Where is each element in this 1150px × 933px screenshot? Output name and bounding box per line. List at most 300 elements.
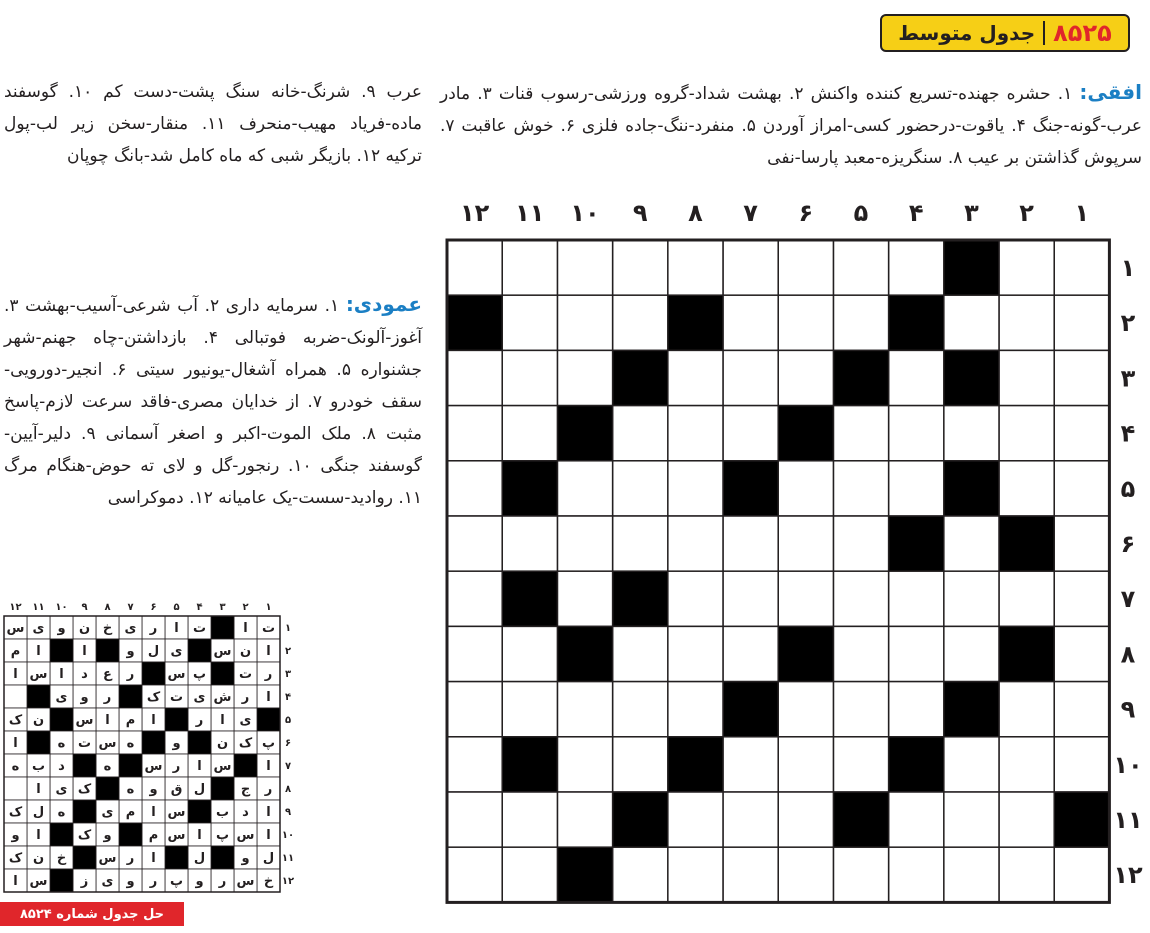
solution-letter: ک — [8, 851, 23, 866]
solution-cell-black — [211, 777, 234, 800]
grid-cell[interactable] — [889, 350, 944, 405]
solution-cell — [4, 685, 27, 708]
column-labels — [445, 193, 1145, 233]
solution-letter: ا — [266, 690, 271, 705]
grid-cell-black — [557, 626, 612, 681]
grid-cell[interactable] — [1054, 737, 1109, 792]
solution-letter: ل — [147, 644, 160, 659]
solution-cell-black — [73, 754, 96, 777]
grid-cell-black — [502, 737, 557, 792]
grid-cell[interactable] — [613, 682, 668, 737]
solution-letter: م — [125, 805, 136, 820]
grid-cell[interactable] — [502, 626, 557, 681]
grid-cell[interactable] — [502, 792, 557, 847]
solution-letter: ه — [103, 759, 112, 774]
grid-cell[interactable] — [668, 240, 723, 295]
solution-grid — [2, 598, 295, 904]
solution-letter: ر — [126, 667, 135, 682]
solution-letter: ر — [218, 874, 227, 889]
solution-row-label: ۴ — [284, 692, 292, 703]
grid-cell[interactable] — [833, 847, 888, 902]
grid-cell-black — [613, 350, 668, 405]
solution-row-label: ۱۰ — [281, 830, 295, 841]
grid-cell[interactable] — [557, 350, 612, 405]
solution-letter: م — [10, 644, 21, 659]
grid-cell[interactable] — [833, 295, 888, 350]
across-clues-text-part1: ۱. حشره جهنده-تسریع کننده واکنش ۲. بهشت شداد-گروه ورزشی-رسوب قنات ۳. مادر عرب-گونه-جنگ ۴. یاقوت-درحضور کسی-امراز آوردن ۵. منفرد-ننگ-جاده فلزی ۶. خوش عاقبت ۷. سرپوش گذاشتن بر عیب ۸. سنگریزه-معبد پارسا-نفی — [440, 84, 1142, 168]
solution-column-label: ۴ — [196, 602, 203, 613]
column-label: ۷ — [743, 199, 758, 227]
solution-letter: ش — [213, 690, 232, 705]
solution-letter: ا — [266, 759, 271, 774]
grid-cell[interactable] — [889, 406, 944, 461]
solution-letter: ن — [32, 851, 45, 866]
solution-letter: ی — [101, 805, 114, 820]
solution-letter: ب — [31, 759, 46, 774]
grid-cell[interactable] — [613, 461, 668, 516]
grid-cell[interactable] — [723, 406, 778, 461]
grid-cell[interactable] — [1054, 516, 1109, 571]
solution-letter: ه — [126, 782, 135, 797]
solution-cell-black — [27, 731, 50, 754]
grid-cell[interactable] — [723, 626, 778, 681]
grid-cell[interactable] — [557, 461, 612, 516]
solution-letter: ا — [36, 644, 41, 659]
grid-cell-black — [999, 626, 1054, 681]
grid-cell[interactable] — [447, 350, 502, 405]
puzzle-title-badge — [880, 14, 1130, 52]
grid-cell[interactable] — [1054, 240, 1109, 295]
across-clues-right — [440, 76, 1142, 174]
grid-cell[interactable] — [502, 240, 557, 295]
solution-letter: و — [57, 621, 66, 636]
grid-cell[interactable] — [447, 240, 502, 295]
grid-cell[interactable] — [668, 571, 723, 626]
solution-letter: ی — [55, 690, 68, 705]
row-label: ۹ — [1120, 695, 1136, 724]
row-label: ۸ — [1120, 640, 1136, 669]
solution-letter: و — [126, 874, 135, 889]
grid-cell[interactable] — [502, 847, 557, 902]
solution-letter: ه — [126, 736, 135, 751]
solution-row-label: ۳ — [284, 669, 292, 680]
grid-cell[interactable] — [668, 406, 723, 461]
solution-letter: ت — [261, 621, 276, 636]
solution-letter: ا — [266, 805, 271, 820]
grid-cell[interactable] — [1054, 295, 1109, 350]
grid-cell[interactable] — [1054, 406, 1109, 461]
solution-letter: ک — [77, 782, 92, 797]
solution-letter: ه — [11, 759, 20, 774]
grid-cell[interactable] — [502, 350, 557, 405]
grid-cell[interactable] — [889, 240, 944, 295]
solution-letter: ه — [57, 736, 66, 751]
column-label: ۵ — [853, 199, 869, 227]
solution-letter: ا — [243, 621, 248, 636]
grid-cell-black — [447, 295, 502, 350]
grid-cell[interactable] — [999, 571, 1054, 626]
grid-cell[interactable] — [668, 461, 723, 516]
down-heading: عمودی: — [345, 292, 423, 316]
grid-cell[interactable] — [944, 571, 999, 626]
solution-letter: ن — [239, 644, 252, 659]
solution-letter: و — [195, 874, 204, 889]
solution-cell — [4, 777, 27, 800]
solution-letter: ا — [82, 644, 87, 659]
solution-letter: ر — [264, 667, 273, 682]
grid-cell[interactable] — [1054, 350, 1109, 405]
solution-letter: ی — [101, 874, 114, 889]
solution-letter: ر — [103, 690, 112, 705]
solution-letter: و — [103, 828, 112, 843]
grid-cell[interactable] — [999, 792, 1054, 847]
grid-cell[interactable] — [944, 295, 999, 350]
column-label: ۴ — [908, 199, 924, 227]
solution-letter: س — [213, 759, 232, 774]
grid-cell[interactable] — [723, 847, 778, 902]
grid-cell[interactable] — [557, 571, 612, 626]
grid-cell[interactable] — [502, 406, 557, 461]
solution-cell-black — [119, 685, 142, 708]
grid-cell[interactable] — [613, 626, 668, 681]
grid-cell[interactable] — [999, 737, 1054, 792]
grid-cell-black — [502, 571, 557, 626]
solution-letter: د — [81, 667, 88, 682]
grid-cell[interactable] — [999, 406, 1054, 461]
down-clues-text: ۱. سرمایه داری ۲. آب شرعی-آسیب-بهشت ۳. آغوز-آلونک-ضربه فوتبالی ۴. بازداشتن-چاه جهنم-شهر جشنواره ۵. همراه آشغال-یونیور سیتی ۶. انجیر-دورویی-سقف خودرو ۷. از خدایان مصری-فاقد سرعت لازم-پاسخ مثبت ۸. ملک الموت-اکبر و اصغر آسمانی ۹. دلیر-آیین-گوسفند جنگی ۱۰. رنجور-گل و لای ته حوض-هنگام مرگ ۱۱. روادید-سست-یک عامیانه ۱۲. دموکراسی — [4, 296, 422, 508]
across-heading: افقی: — [1079, 80, 1142, 104]
solution-letter: ی — [55, 782, 68, 797]
grid-cell[interactable] — [723, 737, 778, 792]
grid-cell[interactable] — [723, 295, 778, 350]
grid-cell[interactable] — [778, 461, 833, 516]
grid-cell[interactable] — [557, 792, 612, 847]
grid-cell[interactable] — [613, 295, 668, 350]
grid-cell[interactable] — [447, 516, 502, 571]
grid-cell-black — [557, 406, 612, 461]
solution-letter: خ — [263, 874, 274, 889]
solution-row-label: ۱ — [284, 623, 292, 634]
grid-cell[interactable] — [889, 461, 944, 516]
grid-cell[interactable] — [889, 847, 944, 902]
solution-cell-black — [73, 846, 96, 869]
grid-cell-black — [668, 295, 723, 350]
solution-letter: ا — [174, 621, 179, 636]
solution-letter: ا — [197, 759, 202, 774]
grid-cell-black — [944, 682, 999, 737]
grid-cell[interactable] — [557, 737, 612, 792]
solution-letter: ا — [220, 713, 225, 728]
solution-cell-black — [165, 708, 188, 731]
solution-cell-black — [96, 639, 119, 662]
solution-letter: ک — [146, 690, 161, 705]
grid-cell[interactable] — [833, 240, 888, 295]
grid-cell[interactable] — [447, 847, 502, 902]
grid-cell[interactable] — [613, 240, 668, 295]
puzzle-number: ۸۵۲۵ — [1053, 19, 1112, 47]
grid-cell[interactable] — [502, 682, 557, 737]
grid-cell[interactable] — [944, 847, 999, 902]
grid-cell[interactable] — [833, 682, 888, 737]
solution-letter: ل — [193, 851, 206, 866]
solution-letter: و — [126, 644, 135, 659]
grid-cell-black — [778, 626, 833, 681]
solution-letter: س — [6, 621, 25, 636]
grid-cell[interactable] — [944, 626, 999, 681]
row-label: ۷ — [1120, 585, 1136, 614]
solution-letter: ر — [195, 713, 204, 728]
solution-letter: ت — [169, 690, 184, 705]
row-labels — [1106, 238, 1150, 908]
solution-column-label: ۷ — [127, 602, 134, 613]
grid-cell[interactable] — [557, 516, 612, 571]
grid-cell[interactable] — [668, 847, 723, 902]
grid-cell[interactable] — [1054, 571, 1109, 626]
grid-cell[interactable] — [447, 682, 502, 737]
grid-cell[interactable] — [944, 792, 999, 847]
column-label: ۹ — [632, 199, 648, 227]
previous-solution-area — [2, 598, 295, 904]
solution-column-label: ۹ — [81, 602, 88, 613]
across-clues-text-part2: عرب ۹. شرنگ-خانه سنگ پشت-دست کم ۱۰. گوسفند ماده-فریاد مهیب-منحرف ۱۱. منقار-سخن زیر لب-پول ترکیه ۱۲. بازیگر شبی که ماه کامل شد-بانگ چوپان — [4, 82, 423, 166]
grid-cell[interactable] — [502, 295, 557, 350]
solution-row-label: ۵ — [284, 715, 292, 726]
grid-cell-black — [723, 461, 778, 516]
solution-letter: ج — [240, 782, 251, 797]
row-label: ۱ — [1120, 254, 1136, 282]
grid-cell[interactable] — [833, 737, 888, 792]
solution-letter: پ — [192, 667, 207, 682]
grid-cell[interactable] — [668, 792, 723, 847]
solution-letter: ل — [193, 782, 206, 797]
solution-letter: ر — [126, 851, 135, 866]
grid-cell[interactable] — [447, 571, 502, 626]
grid-cell[interactable] — [778, 240, 833, 295]
grid-cell[interactable] — [778, 571, 833, 626]
grid-cell[interactable] — [999, 240, 1054, 295]
solution-letter: ب — [215, 805, 230, 820]
grid-cell[interactable] — [613, 516, 668, 571]
solution-row-label: ۲ — [284, 646, 292, 657]
solution-letter: ک — [77, 828, 92, 843]
grid-cell[interactable] — [723, 350, 778, 405]
solution-cell-black — [73, 800, 96, 823]
solution-letter: ا — [105, 713, 110, 728]
solution-cell-black — [234, 754, 257, 777]
grid-cell-black — [944, 240, 999, 295]
solution-letter: ا — [266, 828, 271, 843]
solution-letter: ن — [32, 713, 45, 728]
solution-letter: س — [236, 874, 255, 889]
solution-letter: ا — [36, 782, 41, 797]
grid-cell-black — [999, 516, 1054, 571]
row-label: ۲ — [1120, 309, 1136, 338]
grid-cell[interactable] — [833, 626, 888, 681]
grid-cell[interactable] — [557, 240, 612, 295]
solution-letter: ی — [239, 713, 252, 728]
solution-row-label: ۱۲ — [281, 876, 295, 887]
solution-letter: س — [167, 828, 186, 843]
solution-column-label: ۶ — [150, 602, 157, 613]
solution-letter: ک — [8, 713, 23, 728]
grid-cell[interactable] — [668, 350, 723, 405]
down-clues — [4, 288, 422, 514]
grid-cell[interactable] — [999, 682, 1054, 737]
grid-cell[interactable] — [833, 516, 888, 571]
solution-cell-black — [142, 731, 165, 754]
grid-cell[interactable] — [613, 406, 668, 461]
grid-cell[interactable] — [778, 737, 833, 792]
grid-cell[interactable] — [944, 516, 999, 571]
grid-cell[interactable] — [778, 847, 833, 902]
solution-cell-black — [257, 708, 280, 731]
row-label: ۳ — [1120, 364, 1136, 393]
grid-cell[interactable] — [944, 737, 999, 792]
solution-cell-black — [119, 823, 142, 846]
grid-cell[interactable] — [999, 847, 1054, 902]
solution-letter: ه — [57, 805, 66, 820]
solution-cell-black — [119, 754, 142, 777]
grid-cell[interactable] — [999, 295, 1054, 350]
grid-cell[interactable] — [778, 295, 833, 350]
grid-cell[interactable] — [557, 682, 612, 737]
grid-cell-black — [557, 847, 612, 902]
solution-letter: ک — [8, 805, 23, 820]
crossword-grid-area — [445, 238, 1145, 903]
grid-cell[interactable] — [833, 461, 888, 516]
solution-letter: ا — [151, 805, 156, 820]
grid-cell[interactable] — [889, 682, 944, 737]
grid-cell[interactable] — [999, 350, 1054, 405]
grid-cell[interactable] — [1054, 461, 1109, 516]
row-label: ۱۲ — [1113, 861, 1143, 890]
solution-column-label: ۵ — [173, 602, 180, 613]
solution-letter: م — [148, 828, 159, 843]
solution-cell-black — [165, 846, 188, 869]
grid-cell[interactable] — [668, 516, 723, 571]
grid-cell-black — [833, 792, 888, 847]
solution-letter: د — [58, 759, 65, 774]
grid-cell[interactable] — [723, 792, 778, 847]
grid-cell[interactable] — [889, 626, 944, 681]
column-label: ۱ — [1074, 199, 1090, 227]
solution-letter: ا — [197, 828, 202, 843]
solution-letter: و — [11, 828, 20, 843]
grid-cell[interactable] — [1054, 626, 1109, 681]
grid-cell-black — [668, 737, 723, 792]
grid-cell[interactable] — [668, 626, 723, 681]
puzzle-title-label: جدول متوسط — [898, 21, 1036, 45]
grid-cell[interactable] — [668, 682, 723, 737]
grid-cell[interactable] — [944, 406, 999, 461]
solution-letter: ق — [170, 782, 183, 797]
title-divider — [1043, 21, 1045, 45]
solution-letter: ی — [32, 621, 45, 636]
grid-cell[interactable] — [502, 516, 557, 571]
solution-letter: ا — [266, 644, 271, 659]
solution-column-label: ۸ — [104, 602, 111, 613]
grid-cell[interactable] — [889, 571, 944, 626]
grid-cell[interactable] — [613, 847, 668, 902]
grid-cell[interactable] — [447, 461, 502, 516]
row-label: ۱۰ — [1113, 750, 1143, 779]
solution-row-label: ۶ — [284, 738, 292, 749]
solution-letter: س — [29, 667, 48, 682]
grid-cell[interactable] — [778, 792, 833, 847]
solution-column-label: ۱ — [265, 602, 272, 613]
solution-cell-black — [50, 639, 73, 662]
solution-letter: س — [98, 736, 117, 751]
grid-cell[interactable] — [723, 571, 778, 626]
solution-letter: ک — [238, 736, 253, 751]
grid-cell[interactable] — [999, 461, 1054, 516]
solution-letter: ا — [13, 736, 18, 751]
grid-cell[interactable] — [723, 516, 778, 571]
crossword-grid — [445, 238, 1145, 903]
solution-letter: ز — [80, 874, 89, 889]
grid-cell-black — [889, 516, 944, 571]
solution-cell-black — [188, 800, 211, 823]
grid-cell-black — [889, 295, 944, 350]
column-label: ۱۲ — [459, 199, 490, 227]
grid-cell[interactable] — [833, 571, 888, 626]
solution-letter: ا — [151, 713, 156, 728]
solution-badge: حل جدول شماره ۸۵۲۴ — [0, 902, 184, 926]
grid-cell[interactable] — [778, 350, 833, 405]
grid-cell[interactable] — [613, 737, 668, 792]
solution-cell-black — [96, 777, 119, 800]
solution-letter: خ — [56, 851, 67, 866]
grid-cell[interactable] — [447, 792, 502, 847]
solution-letter: و — [172, 736, 181, 751]
column-label: ۲ — [1019, 199, 1034, 227]
grid-cell[interactable] — [447, 406, 502, 461]
solution-column-label: ۱۰ — [55, 602, 68, 613]
grid-cell[interactable] — [447, 626, 502, 681]
grid-cell[interactable] — [1054, 847, 1109, 902]
solution-letter: س — [167, 805, 186, 820]
solution-letter: و — [80, 690, 89, 705]
solution-column-label: ۳ — [219, 602, 226, 613]
solution-row-label: ۷ — [284, 761, 292, 772]
solution-letter: و — [241, 851, 250, 866]
grid-cell[interactable] — [557, 295, 612, 350]
solution-letter: ی — [193, 690, 206, 705]
column-label: ۶ — [798, 199, 814, 227]
grid-cell-black — [889, 737, 944, 792]
solution-row-label: ۹ — [284, 807, 292, 818]
solution-letter: د — [242, 805, 249, 820]
solution-letter: و — [149, 782, 158, 797]
grid-cell[interactable] — [447, 737, 502, 792]
solution-letter: پ — [261, 736, 276, 751]
grid-cell[interactable] — [778, 682, 833, 737]
grid-cell-black — [833, 350, 888, 405]
grid-cell[interactable] — [778, 516, 833, 571]
grid-cell[interactable] — [889, 792, 944, 847]
solution-column-label: ۱۱ — [32, 602, 45, 613]
solution-letter: ن — [78, 621, 91, 636]
grid-cell-black — [944, 350, 999, 405]
grid-cell[interactable] — [1054, 682, 1109, 737]
grid-cell[interactable] — [723, 240, 778, 295]
solution-cell-black — [50, 708, 73, 731]
grid-cell-black — [502, 461, 557, 516]
grid-cell[interactable] — [833, 406, 888, 461]
solution-letter: پ — [169, 874, 184, 889]
solution-letter: س — [213, 644, 232, 659]
solution-letter: ا — [13, 874, 18, 889]
